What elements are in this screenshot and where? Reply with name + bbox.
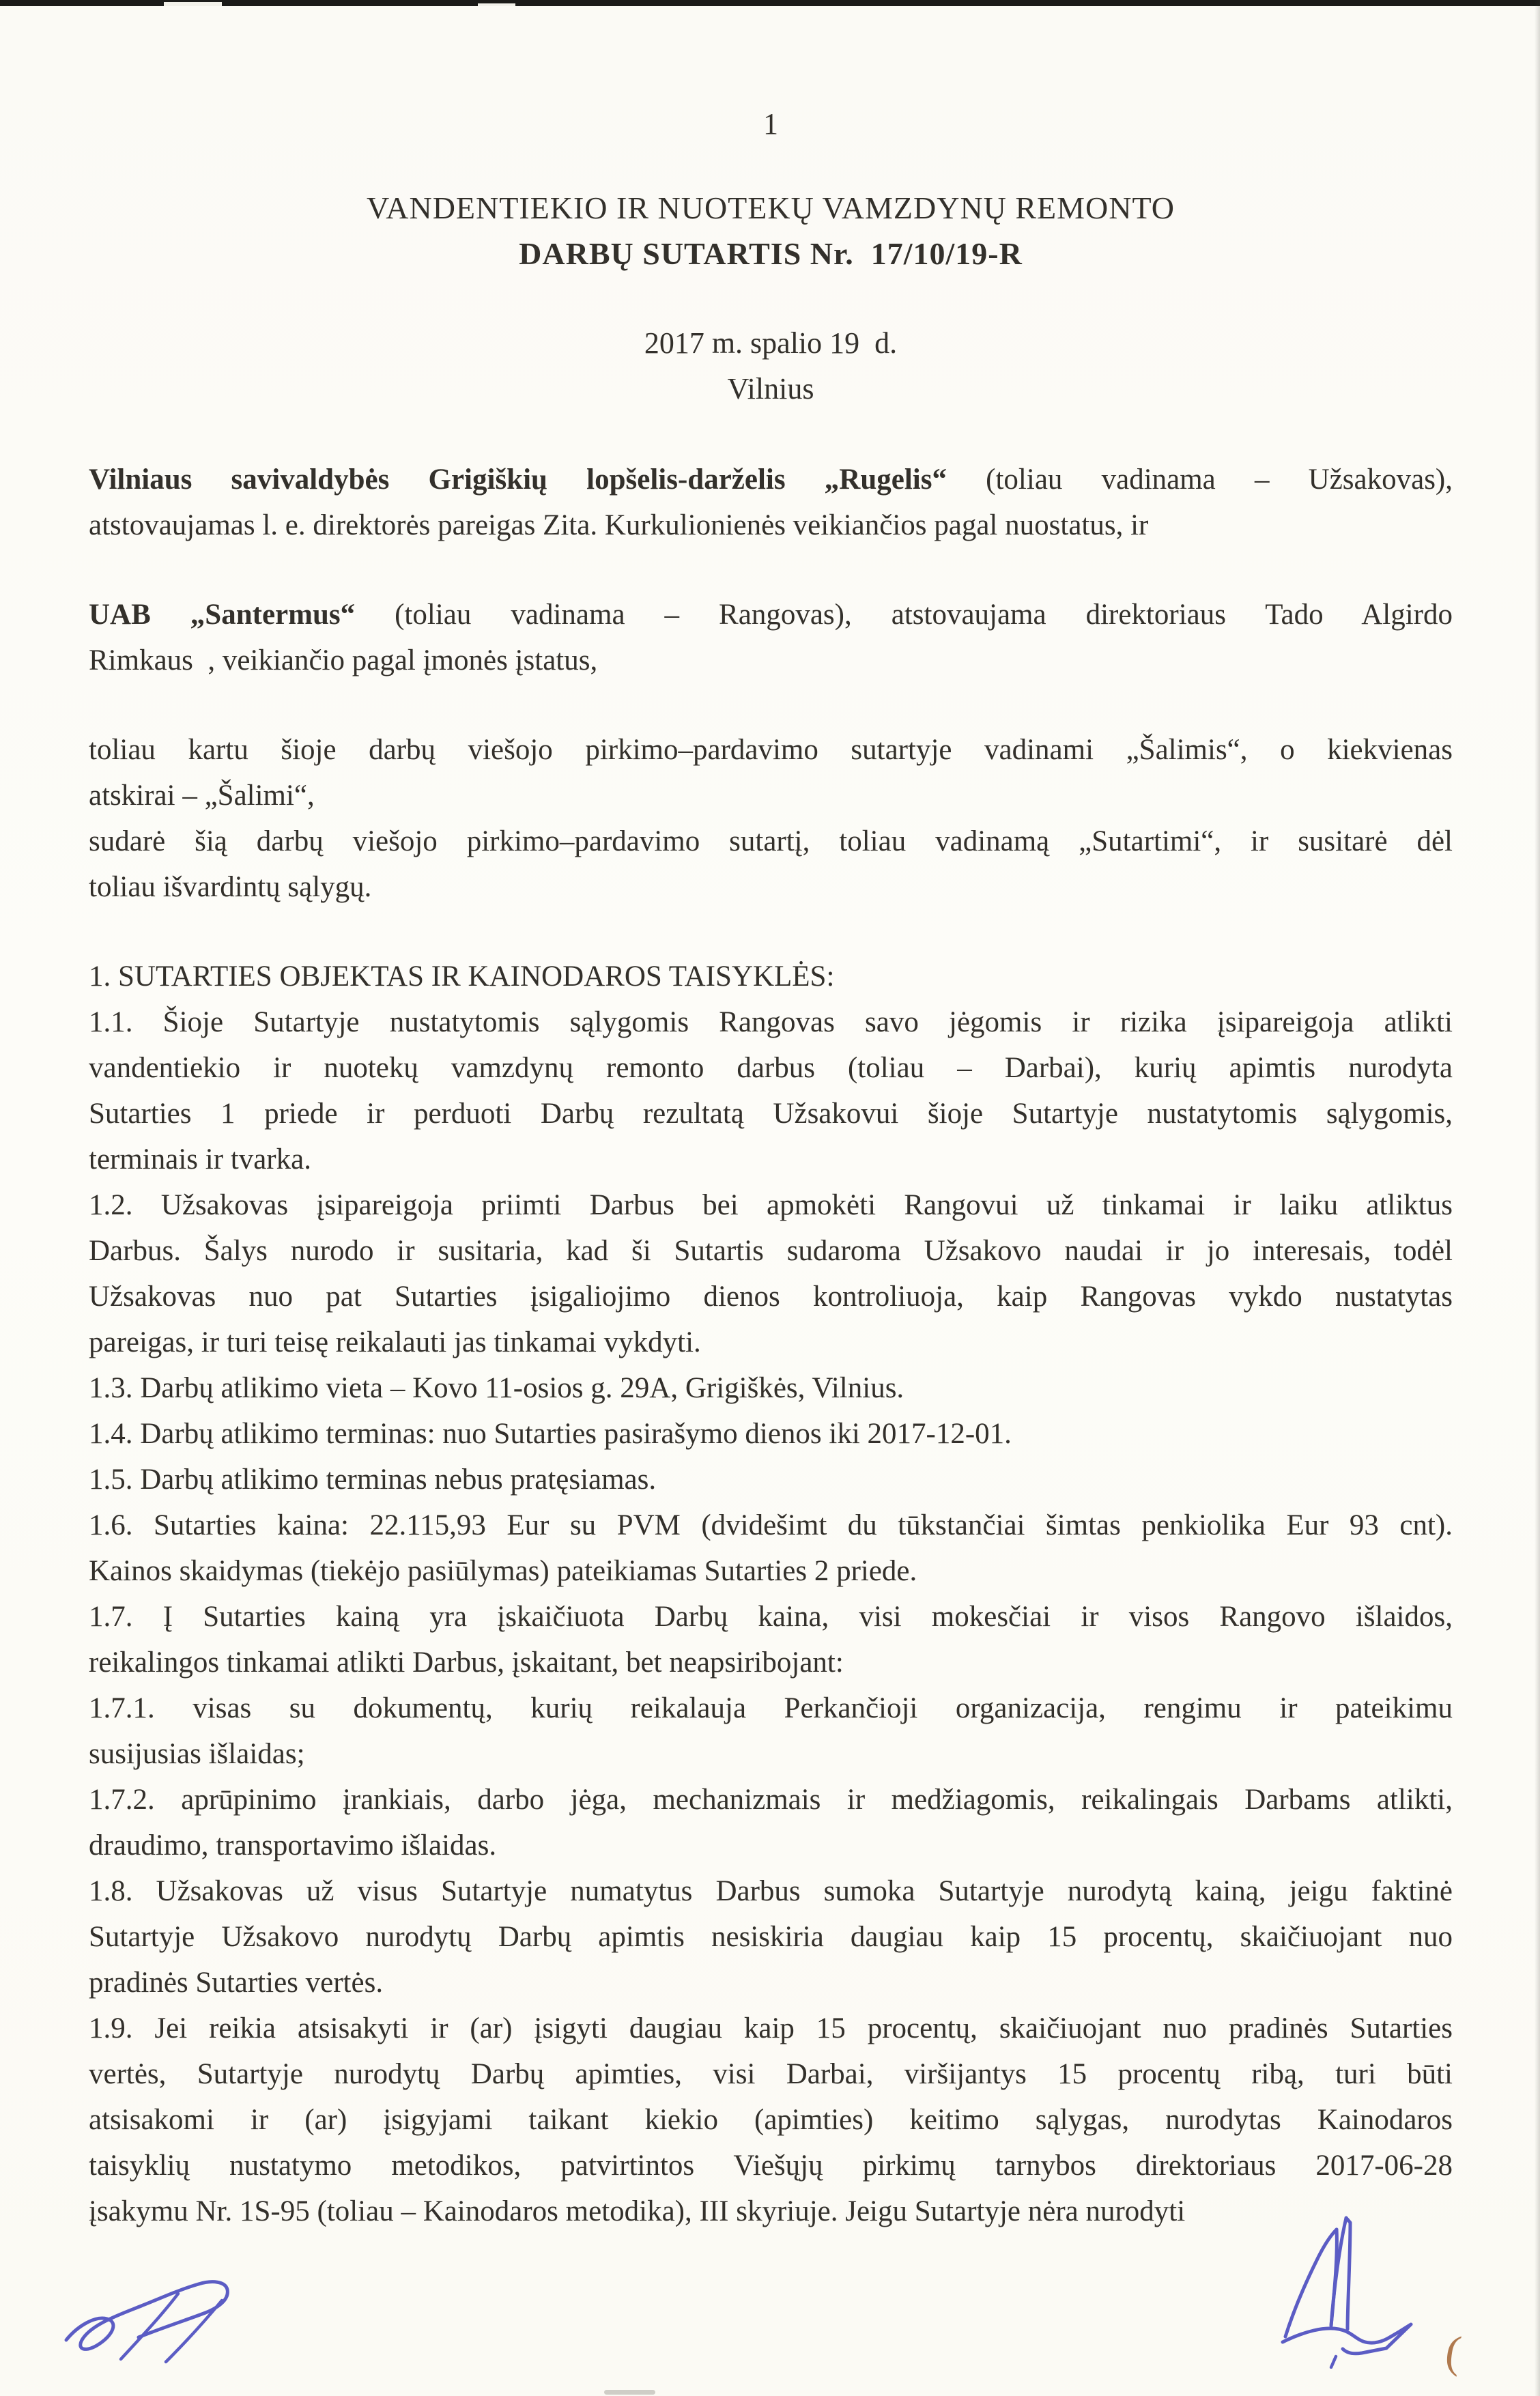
paragraph [89,1182,1453,1365]
text-run: pareigas, ir turi teisę reikalauti jas tinkamai vykdyti. [89,1326,701,1358]
text-run: 1.5. Darbų atlikimo terminas nebus pratęsiamas. [89,1464,657,1496]
text-run: Kainos skaidymas (tiekėjo pasiūlymas) pateikiamas Sutarties 2 priede. [89,1555,917,1587]
page-number: 1 [763,107,778,141]
text-run: sudarė šią darbų viešojo pirkimo–pardavimo sutartį, toliau vadinamą „Sutartimi“, ir susitarė dėl [89,825,1453,857]
text-line [89,1640,1453,1685]
text-line [89,1548,1453,1594]
paragraph [89,727,1453,818]
text-line [89,1502,1453,1548]
paragraph [89,818,1453,910]
paragraph [89,1457,1453,1502]
stray-ink-mark: ( [1442,2326,1464,2378]
scan-edge-notch [164,2,222,6]
text-run: vertės, Sutartyje nurodytų Darbų apimties, visi Darbai, viršijantys 15 procentų ribą, turi būti [89,2058,1453,2090]
text-line [89,954,1453,999]
document-date: 2017 m. spalio 19 d. [644,326,898,360]
text-run: susijusias išlaidas; [89,1738,305,1770]
text-line [89,1274,1453,1320]
text-line [89,1914,1453,1960]
text-line [89,1045,1453,1091]
document-title-line2: DARBŲ SUTARTIS Nr. 17/10/19-R [519,236,1023,271]
text-line [89,1091,1453,1137]
paragraph [89,954,1453,999]
text-run: draudimo, transportavimo išlaidas. [89,1829,497,1862]
signature-stroke [1285,2229,1337,2337]
paragraph [89,1365,1453,1411]
document-place: Vilnius [727,372,814,405]
text-run: Rimkaus , veikiančio pagal įmonės įstatus, [89,644,598,676]
text-run: atstovaujamas l. e. direktorės pareigas Zita. Kurkulionienės veikiančios pagal nuostatus, ir [89,509,1149,541]
text-line [89,727,1453,773]
text-line [89,1960,1453,2006]
text-run: 1.8. Užsakovas už visus Sutartyje numatytus Darbus sumoka Sutartyje nurodytą kainą, jeigu faktinė [89,1875,1453,1907]
text-line [89,1365,1453,1411]
paragraph [89,1502,1453,1594]
text-line [89,1137,1453,1182]
text-line [89,2051,1453,2097]
text-line [89,2143,1453,2188]
text-line [89,457,1453,502]
text-run: 1. SUTARTIES OBJEKTAS IR KAINODAROS TAISYKLĖS: [89,960,835,993]
text-line [89,1182,1453,1228]
text-line [89,1457,1453,1502]
text-run: 1.7.1. visas su dokumentų, kurių reikalauja Perkančioji organizacija, rengimu ir pateikimu [89,1692,1453,1724]
text-line [89,864,1453,910]
paragraph [89,457,1453,548]
text-run: 1.6. Sutarties kaina: 22.115,93 Eur su PVM (dvidešimt du tūkstančiai šimtas penkiolika Eur 93 cnt). [89,1509,1453,1541]
text-run: toliau kartu šioje darbų viešojo pirkimo–pardavimo sutartyje vadinami „Šalimis“, o kiekvienas [89,734,1453,766]
paragraph [89,592,1453,683]
paragraph [89,999,1453,1182]
text-run: reikalingos tinkamai atlikti Darbus, įskaitant, bet neapsiribojant: [89,1646,844,1679]
text-run: 1.4. Darbų atlikimo terminas: nuo Sutarties pasirašymo dienos iki 2017-12-01. [89,1418,1012,1450]
text-run: įsakymu Nr. 1S-95 (toliau – Kainodaros metodika), III skyriuje. Jeigu Sutartyje nėra nurodyti [89,2195,1186,2227]
text-run: Darbus. Šalys nurodo ir susitaria, kad ši Sutartis sudaroma Užsakovo naudai ir jo interesais, todėl [89,1235,1453,1267]
signature-stroke [166,2300,222,2362]
text-line [89,2097,1453,2143]
text-run: 1.7. Į Sutarties kainą yra įskaičiuota Darbų kaina, visi mokesčiai ir visos Rangovo išlaidos, [89,1601,1453,1633]
text-line [89,502,1453,548]
text-run: 1.1. Šioje Sutartyje nustatytomis sąlygomis Rangovas savo jėgomis ir rizika įsipareigoja atlikti [89,1006,1453,1038]
document-content [89,101,1453,2234]
text-run: pradinės Sutarties vertės. [89,1967,384,1999]
text-run: taisyklių nustatymo metodikos, patvirtintos Viešųjų pirkimų tarnybos direktoriaus 2017-06-28 [89,2150,1453,2182]
text-line [89,638,1453,683]
text-line [89,1823,1453,1868]
text-run: Sutarties 1 priede ir perduoti Darbų rezultatą Užsakovui šioje Sutartyje nustatytomis sąlygomis, [89,1098,1453,1130]
text-line [89,2188,1453,2234]
paragraph [89,1594,1453,1685]
text-line [89,1228,1453,1274]
text-line [89,1411,1453,1457]
bold-text-run: UAB „Santermus“ [89,599,356,631]
text-run: atskirai – „Šalimi“, [89,780,315,812]
scan-edge-artifact [0,0,1540,6]
text-run: vandentiekio ir nuotekų vamzdynų remonto darbus (toliau – Darbai), kurių apimtis nurodyta [89,1052,1453,1084]
text-line [89,1320,1453,1365]
text-run: (toliau vadinama – Užsakovas), [946,463,1453,496]
text-run: 1.2. Užsakovas įsipareigoja priimti Darbus bei apmokėti Rangovui už tinkamai ir laiku atliktus [89,1189,1453,1221]
text-line [89,1777,1453,1823]
text-line [89,1594,1453,1640]
text-run: 1.9. Jei reikia atsisakyti ir (ar) įsigyti daugiau kaip 15 procentų, skaičiuojant nuo pradinės Sutarties [89,2012,1453,2044]
paragraph [89,2006,1453,2234]
text-run: 1.7.2. aprūpinimo įrankiais, darbo jėga, mechanizmais ir medžiagomis, reikalingais Darbams atlikti, [89,1784,1453,1816]
text-run: 1.3. Darbų atlikimo vieta – Kovo 11-osios g. 29A, Grigiškės, Vilnius. [89,1372,904,1404]
paragraph [89,1685,1453,1777]
text-line [89,999,1453,1045]
signature-right [1266,2208,1430,2369]
document-body [89,457,1453,2234]
text-line [89,592,1453,638]
signature-left [58,2258,259,2371]
text-line [89,1731,1453,1777]
document-title-line1: VANDENTIEKIO IR NUOTEKŲ VAMZDYNŲ REMONTO [366,190,1175,225]
text-run: terminais ir tvarka. [89,1143,311,1175]
text-run: Užsakovas nuo pat Sutarties įsigaliojimo dienos kontroliuoja, kaip Rangovas vykdo nustatytas [89,1281,1453,1313]
text-run: atsisakomi ir (ar) įsigyjami taikant kiekio (apimties) keitimo sąlygas, nurodytas Kainodaros [89,2104,1453,2136]
text-run: Sutartyje Užsakovo nurodytų Darbų apimtis nesiskiria daugiau kaip 15 procentų, skaičiuojant nuo [89,1921,1453,1953]
text-line [89,2006,1453,2051]
bold-text-run: Vilniaus savivaldybės Grigiškių lopšelis-darželis „Rugelis“ [89,463,947,496]
text-run: (toliau vadinama – Rangovas), atstovaujama direktoriaus Tado Algirdo [355,599,1453,631]
scan-edge-notch [478,3,515,6]
signature-stroke [1331,2356,1336,2367]
page-edge-shadow [1535,0,1540,2396]
paragraph [89,1868,1453,2006]
scan-smudge-artifact [604,2390,655,2395]
text-line [89,773,1453,818]
text-run: toliau išvardintų sąlygų. [89,871,372,903]
paragraph [89,1777,1453,1868]
text-line [89,1685,1453,1731]
paragraph [89,1411,1453,1457]
text-line [89,1868,1453,1914]
text-line [89,818,1453,864]
